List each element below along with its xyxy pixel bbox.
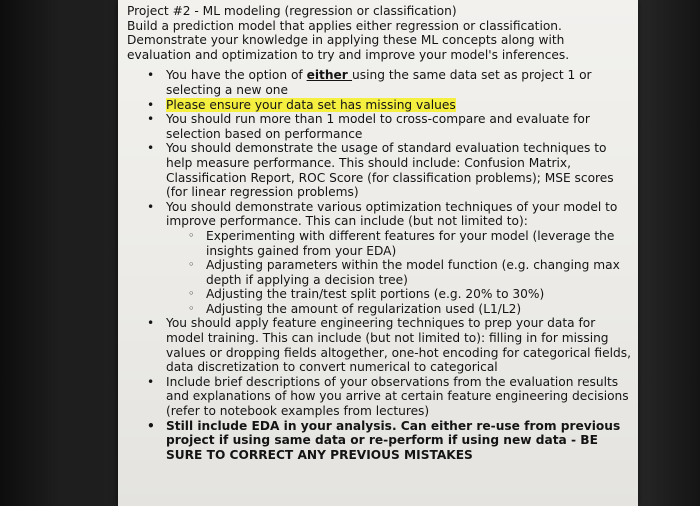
requirement-feature-engineering: • You should apply feature engineering techniques to prep your data for model training. This can include (but not limited to): filling in for missing values or dropping fields altogether, one-hot encoding for categorical fields, data discretization to convert numerical to categorical	[127, 316, 632, 374]
optimization-item: ◦ Experimenting with different features for your model (leverage the insights gained from your EDA)	[166, 229, 632, 258]
optimization-item: ◦ Adjusting parameters within the model function (e.g. changing max depth if applying a decision tree)	[166, 258, 632, 287]
requirement-optimization	[127, 200, 632, 317]
requirement-evaluation: • You should demonstrate the usage of standard evaluation techniques to help measure performance. This should include: Confusion Matrix, Classification Report, ROC Score (for classification problems); MSE scores (for linear regression problems)	[127, 141, 632, 199]
requirement-dataset-option-emphasis: either	[306, 68, 353, 83]
requirement-observations: • Include brief descriptions of your observations from the evaluation results and explanations of how you arrive at certain feature engineering decisions (refer to notebook examples from lectures)	[127, 375, 632, 419]
requirement-eda: • Still include EDA in your analysis. Can either re-use from previous project if using same data or re-perform if using new data - BE SURE TO CORRECT ANY PREVIOUS MISTAKES	[127, 419, 632, 463]
requirement-dataset-option-pre: You have the option of	[166, 68, 307, 83]
intro-line-2: Demonstrate your knowledge in applying these ML concepts along with	[127, 33, 565, 48]
requirement-optimization-text: You should demonstrate various optimization techniques of your model to improve performance. This can include (but not limited to):	[166, 199, 618, 229]
optimization-item: ◦ Adjusting the amount of regularization used (L1/L2)	[166, 302, 632, 317]
optimization-sublist	[166, 229, 632, 317]
requirements-list	[127, 68, 632, 462]
requirement-multiple-models: • You should run more than 1 model to cross-compare and evaluate for selection based on performance	[127, 112, 632, 141]
intro-line-3: evaluation and optimization to try and improve your model's inferences.	[127, 47, 570, 62]
requirement-dataset-option	[127, 68, 632, 97]
highlighted-text: Please ensure your data set has missing values	[166, 97, 456, 112]
document-page	[118, 0, 638, 506]
optimization-item: ◦ Adjusting the train/test split portions (e.g. 20% to 30%)	[166, 287, 632, 302]
intro-line-1: Build a prediction model that applies either regression or classification.	[127, 18, 562, 33]
requirement-dataset-option-post: using the same data set as project 1 or selecting a new one	[166, 68, 592, 97]
requirement-missing-values	[127, 98, 632, 113]
project-intro	[127, 4, 632, 62]
document-content	[127, 4, 632, 462]
project-title: Project #2 - ML modeling (regression or classification)	[127, 4, 457, 18]
